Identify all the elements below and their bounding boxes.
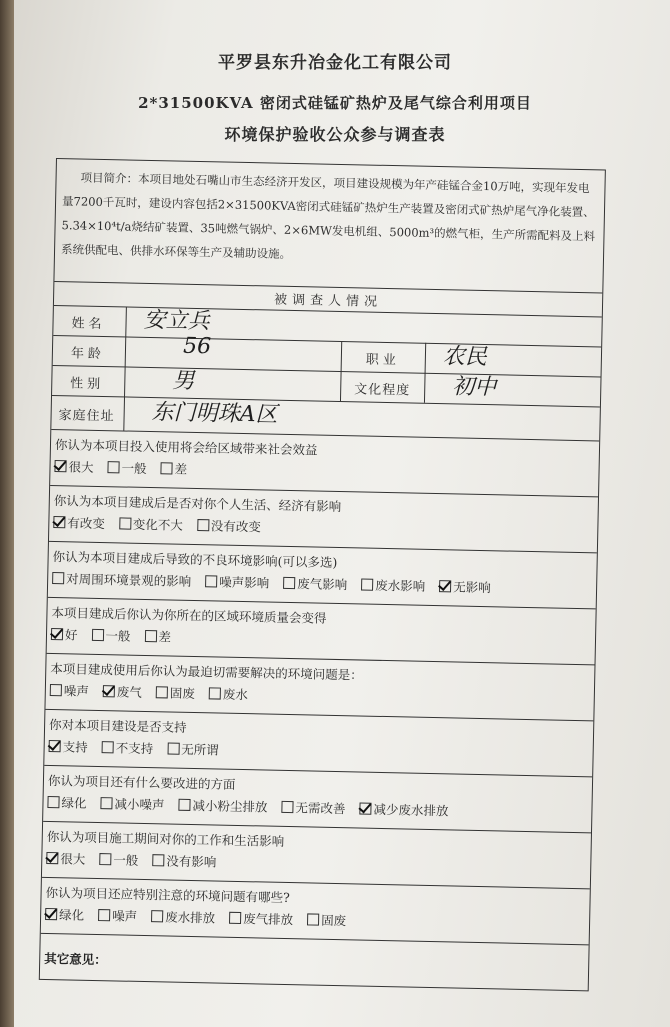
form-title: 环境保护验收公众参与调查表: [224, 125, 446, 144]
education-value: 初中: [452, 374, 497, 401]
option-label: 废气影响: [297, 576, 348, 593]
checked-checkbox[interactable]: [51, 628, 63, 640]
option-item[interactable]: [99, 850, 138, 869]
option-label: 差: [158, 629, 172, 645]
checkbox[interactable]: [52, 572, 64, 584]
option-item[interactable]: [45, 905, 84, 924]
option-label: 废气: [116, 684, 143, 700]
option-label: 无需改善: [295, 800, 346, 817]
option-item[interactable]: [152, 851, 216, 870]
checkbox[interactable]: [151, 910, 163, 922]
checked-checkbox[interactable]: [46, 852, 58, 864]
gender-value: 男: [172, 368, 195, 394]
option-item[interactable]: [91, 626, 130, 645]
checkbox[interactable]: [98, 909, 110, 921]
checkbox[interactable]: [47, 796, 59, 808]
option-item[interactable]: [307, 910, 346, 929]
checkbox[interactable]: [50, 684, 62, 696]
question-options: [48, 737, 218, 759]
option-label: 没有影响: [166, 853, 217, 870]
checked-checkbox[interactable]: [53, 516, 65, 528]
survey-form: [39, 158, 606, 991]
question-options: [45, 905, 346, 929]
checkbox[interactable]: [144, 630, 156, 642]
checkbox[interactable]: [107, 461, 119, 473]
checkbox[interactable]: [307, 913, 319, 925]
question-options: [50, 681, 248, 703]
option-item[interactable]: [98, 906, 137, 925]
option-label: 固废: [169, 685, 196, 702]
option-item[interactable]: [197, 516, 261, 535]
option-label: 绿化: [58, 907, 85, 923]
name-label: 姓名: [71, 316, 106, 333]
address-value: 东门明珠A区: [151, 400, 278, 428]
option-label: 很大: [68, 459, 94, 475]
option-label: 支持: [62, 739, 88, 755]
question-options: [47, 793, 448, 819]
checked-checkbox[interactable]: [54, 460, 66, 472]
checkbox[interactable]: [152, 854, 164, 866]
checkbox[interactable]: [99, 853, 111, 865]
checkbox[interactable]: [361, 578, 373, 590]
project-intro: 项目简介：本项目地处石嘴山市生态经济开发区，项目建设规模为年产硅锰合金10万吨，实现年发电量7200千瓦时，建设内容包括2×31500KVA密闭式硅锰矿热炉生产装置及密闭式矿热炉尾气净化装置、5.34×10⁴t/a烧结矿装置、35吨燃气锅炉、2×6MW发电机组、5000m³的燃气柜，生产所需配料及上料系统供配电、供排水环保等生产及辅助设施。: [60, 170, 596, 261]
option-label: 一般: [113, 852, 139, 868]
checked-checkbox[interactable]: [49, 740, 61, 752]
option-item[interactable]: [209, 684, 248, 703]
age-value: 56: [182, 333, 212, 360]
option-label: 废水影响: [375, 577, 426, 594]
option-item[interactable]: [229, 909, 293, 928]
occupation-value: 农民: [442, 344, 488, 371]
respondent-section-title: 被调查人情况: [273, 292, 383, 310]
occupation-label: 职业: [365, 352, 400, 369]
option-label: 一般: [105, 628, 131, 644]
option-item[interactable]: [359, 800, 448, 820]
checkbox[interactable]: [178, 799, 190, 811]
option-item[interactable]: [178, 796, 267, 816]
option-item[interactable]: [439, 577, 491, 596]
option-label: 一般: [121, 460, 147, 476]
option-label: 减小噪声: [114, 796, 165, 813]
option-item[interactable]: [151, 907, 215, 926]
question-options: [52, 569, 491, 596]
checkbox[interactable]: [119, 517, 131, 529]
question-options: [54, 457, 187, 478]
option-item[interactable]: [144, 627, 171, 646]
option-label: 对周围环境景观的影响: [66, 571, 192, 589]
checked-checkbox[interactable]: [45, 908, 57, 920]
option-label: 减小粉尘排放: [192, 798, 268, 815]
checkbox[interactable]: [160, 462, 172, 474]
checked-checkbox[interactable]: [359, 803, 371, 815]
option-item[interactable]: [102, 738, 154, 757]
option-item[interactable]: [167, 739, 219, 758]
option-label: 废气排放: [243, 911, 294, 928]
option-label: 没有改变: [210, 518, 262, 535]
checked-checkbox[interactable]: [103, 685, 115, 697]
checkbox[interactable]: [229, 912, 241, 924]
option-label: 无影响: [453, 579, 491, 596]
option-item[interactable]: [361, 575, 425, 594]
option-label: 变化不大: [132, 516, 184, 533]
option-label: 噪声: [111, 908, 138, 924]
option-item[interactable]: [53, 513, 105, 532]
question-text: 你认为项目还有什么要改进的方面: [47, 772, 236, 792]
option-item[interactable]: [156, 683, 195, 702]
question-text: 你对本项目建设是否支持: [48, 716, 187, 735]
question-text: 你认为项目还应特别注意的环境问题有哪些?: [45, 884, 290, 906]
option-item[interactable]: [281, 798, 345, 817]
question-text: 你认为本项目建成后导致的不良环境影响(可以多选): [52, 549, 338, 570]
option-label: 减少废水排放: [373, 801, 449, 819]
question-options: [53, 513, 261, 535]
option-label: 废水: [222, 686, 249, 703]
checkbox[interactable]: [197, 519, 209, 531]
option-item[interactable]: [47, 793, 86, 812]
checkbox[interactable]: [205, 575, 217, 587]
option-label: 废水排放: [165, 909, 216, 926]
checkbox[interactable]: [100, 797, 112, 809]
age-label: 年龄: [70, 346, 106, 363]
checkbox[interactable]: [281, 801, 293, 813]
option-item[interactable]: [103, 682, 142, 701]
option-item[interactable]: [46, 849, 85, 868]
question-text: 你认为项目施工期间对你的工作和生活影响: [46, 828, 285, 849]
question-options: [46, 849, 216, 871]
option-item[interactable]: [119, 514, 183, 533]
checkbox[interactable]: [167, 742, 179, 754]
option-label: 不支持: [115, 740, 154, 757]
question-text: 本项目建成使用后你认为最迫切需要解决的环境问题是：: [50, 660, 363, 683]
question-text: 你认为本项目投入使用将会给区域带来社会效益: [54, 437, 318, 458]
option-label: 有改变: [67, 515, 106, 532]
option-item[interactable]: [107, 458, 146, 477]
checkbox[interactable]: [91, 629, 103, 641]
question-text: 你认为本项目建成后是否对你个人生活、经济有影响: [53, 493, 342, 515]
option-label: 好: [64, 627, 78, 643]
company-title: 平罗县东升冶金化工有限公司: [218, 53, 452, 73]
address-label: 家庭住址: [58, 408, 115, 425]
education-label: 文化程度: [354, 382, 411, 399]
gender-label: 性别: [70, 376, 105, 393]
option-item[interactable]: [52, 569, 191, 590]
option-item[interactable]: [51, 625, 78, 644]
option-label: 固废: [321, 912, 347, 929]
option-item[interactable]: [54, 457, 93, 476]
option-label: 很大: [60, 851, 86, 867]
option-label: 绿化: [61, 795, 87, 811]
name-value: 安立兵: [143, 307, 210, 335]
option-label: 噪声: [63, 683, 90, 699]
option-item[interactable]: [205, 572, 269, 591]
checkbox[interactable]: [283, 577, 295, 589]
option-label: 噪声影响: [219, 574, 270, 591]
option-item[interactable]: [283, 574, 347, 593]
divider: [41, 933, 589, 945]
checked-checkbox[interactable]: [439, 580, 451, 592]
checkbox[interactable]: [156, 686, 168, 698]
option-item[interactable]: [50, 681, 89, 700]
book-spine: [0, 0, 14, 1027]
question-text: 本项目建成后你认为你所在的区域环境质量会变得: [51, 605, 327, 626]
option-item[interactable]: [100, 794, 164, 813]
question-options: [51, 625, 171, 646]
checkbox[interactable]: [209, 687, 221, 699]
option-label: 无所谓: [181, 741, 219, 758]
project-title: 2*31500KVA 密闭式硅锰矿热炉及尾气综合利用项目: [138, 94, 532, 112]
other-opinion-label: 其它意见：: [44, 950, 107, 968]
checkbox[interactable]: [102, 741, 114, 753]
option-item[interactable]: [160, 459, 187, 478]
option-item[interactable]: [48, 737, 87, 756]
option-label: 差: [174, 461, 188, 477]
